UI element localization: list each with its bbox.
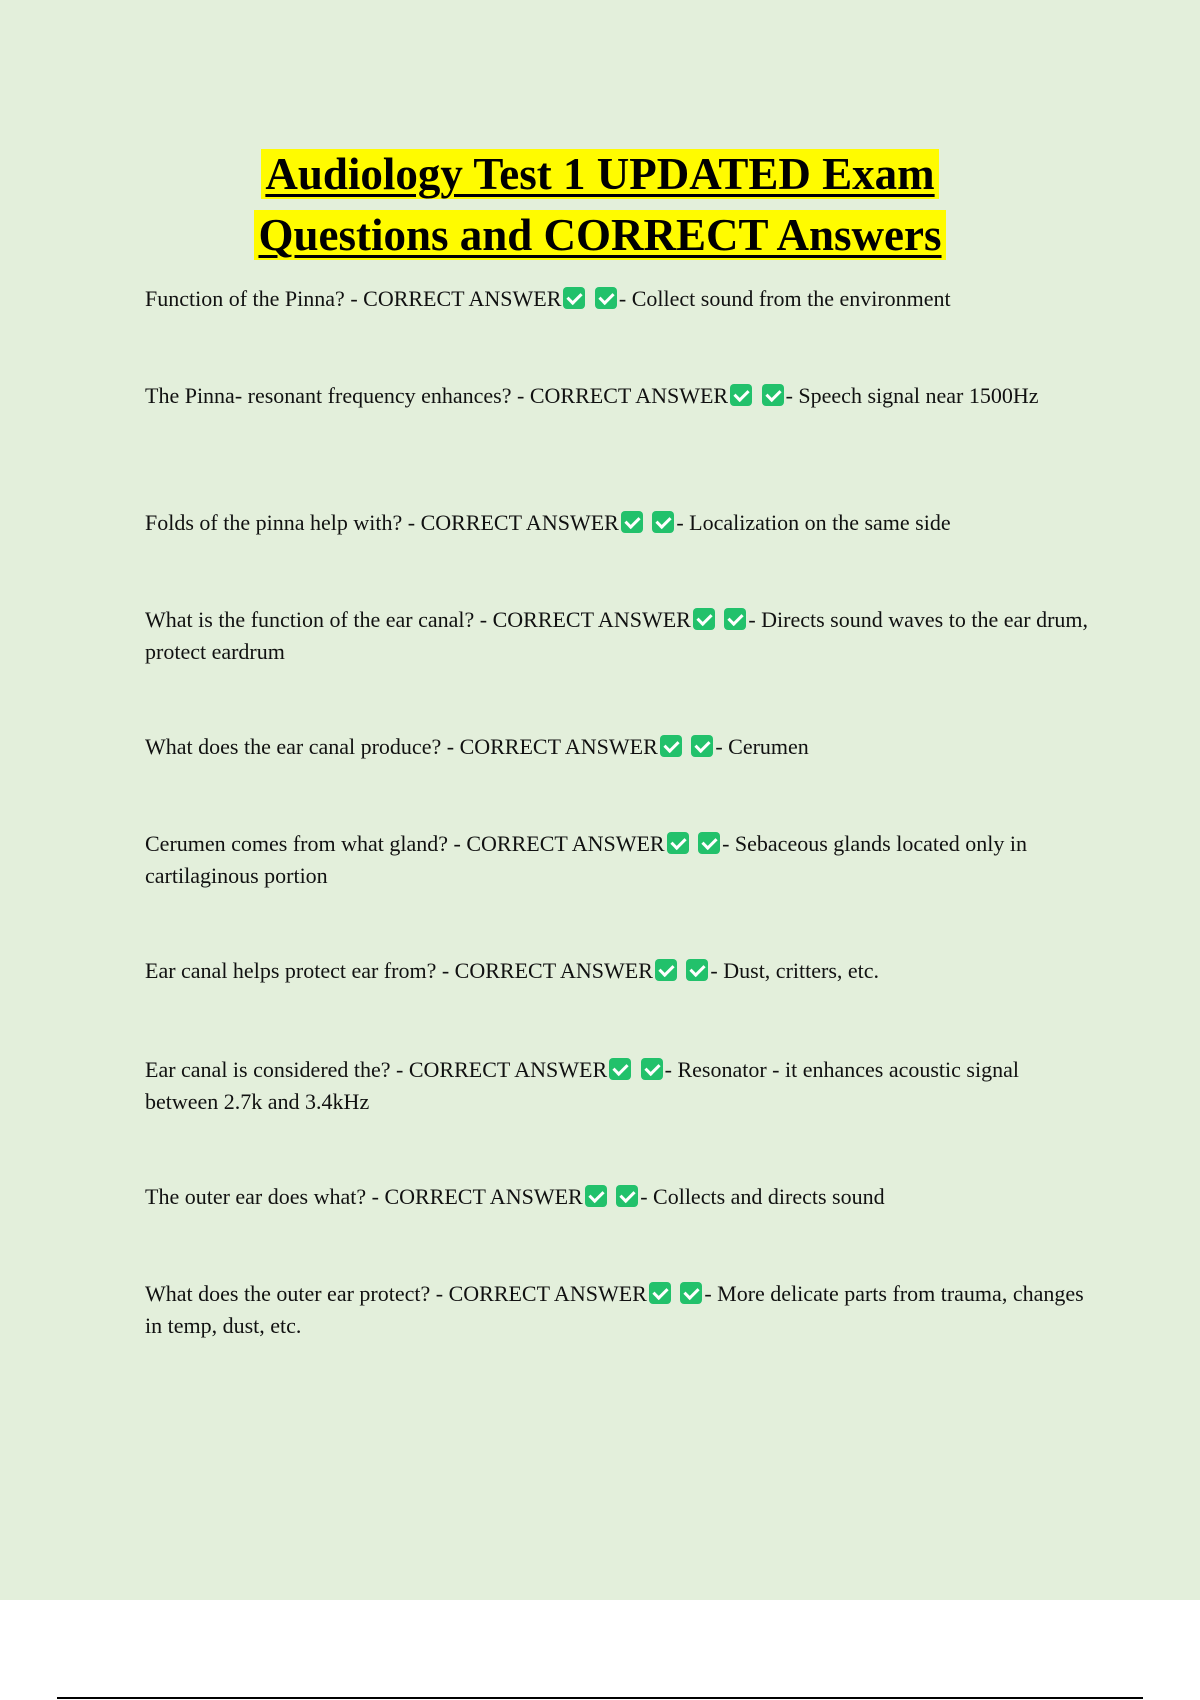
answer-marker: CORRECT ANSWER	[384, 1184, 583, 1209]
answer-text: Collects and directs sound	[653, 1184, 885, 1209]
answer-marker: CORRECT ANSWER	[459, 734, 658, 759]
title-line-2: Questions and CORRECT Answers	[254, 210, 945, 260]
check-mark-icon	[595, 287, 617, 309]
answer-marker: CORRECT ANSWER	[448, 1281, 647, 1306]
answer-text: Resonator - it enhances acoustic signal between 2.7k and 3.4kHz	[145, 1057, 1019, 1114]
qa-item: The Pinna- resonant frequency enhances? - CORRECT ANSWER - Speech signal near 1500Hz	[145, 383, 1039, 408]
answer-marker: CORRECT ANSWER	[492, 607, 691, 632]
check-mark-icon	[667, 832, 689, 854]
question-text: What does the outer ear protect?	[145, 1281, 431, 1306]
check-mark-icon	[762, 384, 784, 406]
question-text: What is the function of the ear canal?	[145, 607, 475, 632]
check-mark-icon	[563, 287, 585, 309]
check-mark-icon	[724, 608, 746, 630]
check-mark-icon	[655, 959, 677, 981]
answer-text: Localization on the same side	[689, 510, 951, 535]
check-mark-icon	[585, 1185, 607, 1207]
check-mark-icon	[609, 1058, 631, 1080]
question-text: What does the ear canal produce?	[145, 734, 442, 759]
answer-text: Dust, critters, etc.	[723, 958, 880, 983]
document-title	[0, 144, 1200, 266]
question-text: The outer ear does what?	[145, 1184, 367, 1209]
check-mark-icon	[693, 608, 715, 630]
check-mark-icon	[730, 384, 752, 406]
check-mark-icon	[698, 832, 720, 854]
question-text: Folds of the pinna help with?	[145, 510, 403, 535]
footer-divider	[57, 1697, 1143, 1699]
qa-item: Ear canal helps protect ear from? - CORRECT ANSWER - Dust, critters, etc.	[145, 958, 880, 983]
answer-marker: CORRECT ANSWER	[466, 831, 665, 856]
answer-text: Directs sound waves to the ear drum, protect eardrum	[145, 607, 1089, 664]
answer-text: More delicate parts from trauma, changes in temp, dust, etc.	[145, 1281, 1084, 1338]
qa-item: Folds of the pinna help with? - CORRECT ANSWER - Localization on the same side	[145, 510, 951, 535]
qa-item: What is the function of the ear canal? - CORRECT ANSWER - Directs sound waves to the ear drum, protect eardrum	[145, 607, 1089, 664]
qa-item: Ear canal is considered the? - CORRECT ANSWER - Resonator - it enhances acoustic signal between 2.7k and 3.4kHz	[145, 1057, 1019, 1114]
answer-text: Collect sound from the environment	[631, 286, 951, 311]
question-text: Function of the Pinna?	[145, 286, 345, 311]
answer-text: Cerumen	[728, 734, 809, 759]
question-text: Ear canal is considered the?	[145, 1057, 391, 1082]
check-mark-icon	[641, 1058, 663, 1080]
answer-text: Speech signal near 1500Hz	[798, 383, 1039, 408]
qa-item: What does the ear canal produce? - CORRECT ANSWER - Cerumen	[145, 734, 809, 759]
title-line-1: Audiology Test 1 UPDATED Exam	[261, 149, 938, 199]
check-mark-icon	[621, 511, 643, 533]
answer-marker: CORRECT ANSWER	[454, 958, 653, 983]
check-mark-icon	[649, 1282, 671, 1304]
check-mark-icon	[616, 1185, 638, 1207]
qa-item: What does the outer ear protect? - CORRECT ANSWER - More delicate parts from trauma, changes in temp, dust, etc.	[145, 1281, 1084, 1338]
check-mark-icon	[660, 735, 682, 757]
check-mark-icon	[680, 1282, 702, 1304]
check-mark-icon	[686, 959, 708, 981]
answer-marker: CORRECT ANSWER	[529, 383, 729, 408]
qa-item: The outer ear does what? - CORRECT ANSWER - Collects and directs sound	[145, 1184, 885, 1209]
answer-marker: CORRECT ANSWER	[420, 510, 619, 535]
answer-marker: CORRECT ANSWER	[363, 286, 562, 311]
qa-item: Function of the Pinna? - CORRECT ANSWER - Collect sound from the environment	[145, 286, 951, 311]
answer-marker: CORRECT ANSWER	[408, 1057, 608, 1082]
answer-text: Sebaceous glands located only in cartilaginous portion	[145, 831, 1027, 888]
question-text: Ear canal helps protect ear from?	[145, 958, 437, 983]
question-text: Cerumen comes from what gland?	[145, 831, 449, 856]
check-mark-icon	[652, 511, 674, 533]
check-mark-icon	[691, 735, 713, 757]
qa-item: Cerumen comes from what gland? - CORRECT ANSWER - Sebaceous glands located only in cartilaginous portion	[145, 831, 1027, 888]
question-text: The Pinna- resonant frequency enhances?	[145, 383, 512, 408]
